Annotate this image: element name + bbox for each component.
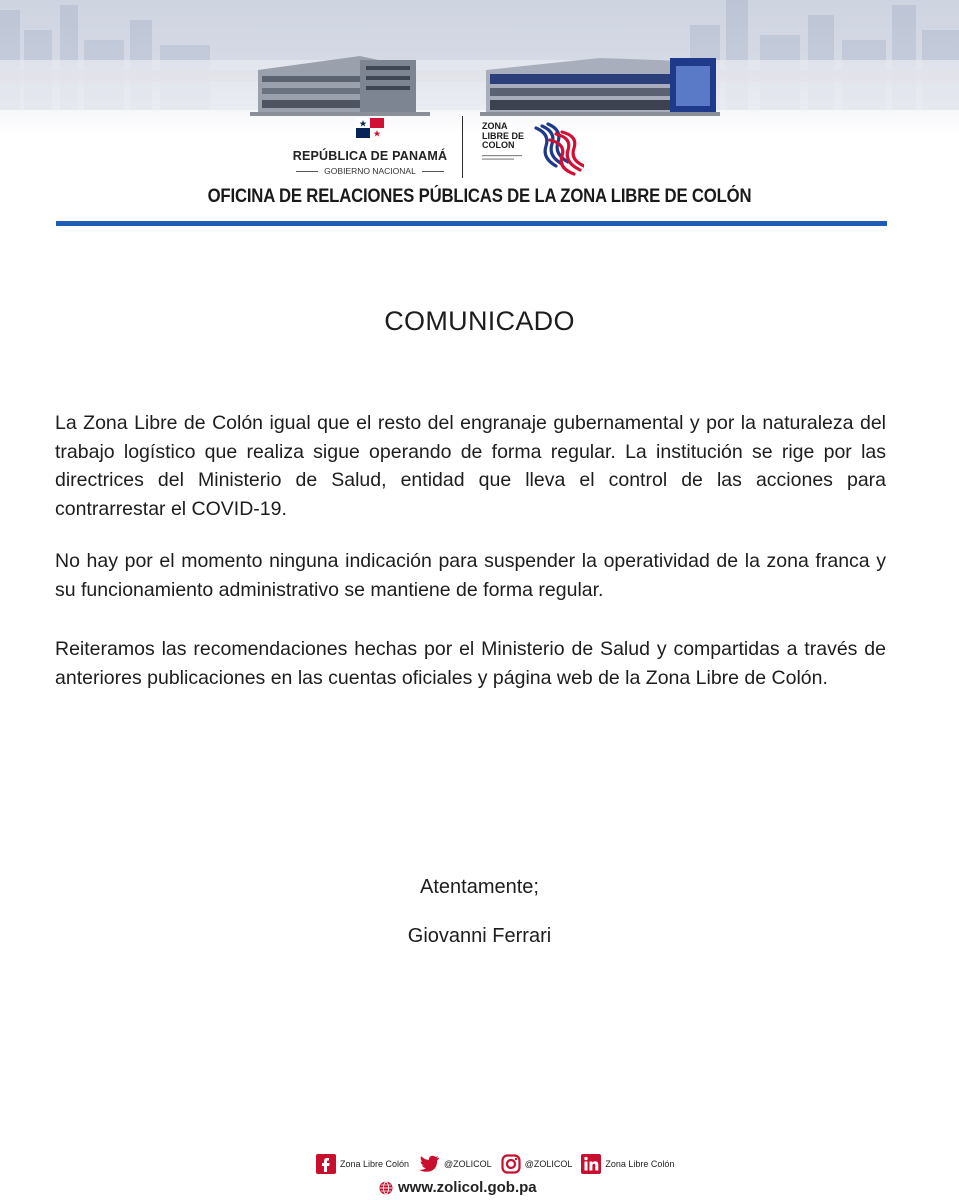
- header-banner: [0, 0, 959, 135]
- government-subtitle-row: [290, 166, 450, 176]
- panama-flag-icon: [356, 118, 384, 138]
- headquarters-buildings-illustration: [240, 50, 720, 122]
- government-logo: [290, 118, 450, 176]
- logo-line-1: ZONA: [482, 121, 508, 131]
- twitter-icon[interactable]: [418, 1155, 440, 1173]
- logo-divider: [462, 116, 463, 178]
- zona-libre-logo-text: [482, 122, 524, 151]
- government-subtitle: GOBIERNO NACIONAL: [324, 166, 416, 176]
- logo-line-2: LIBRE DE: [482, 130, 525, 141]
- signer-name: Giovanni Ferrari: [407, 925, 552, 947]
- government-title: REPÚBLICA DE PANAMÁ: [292, 149, 448, 163]
- divider-line: [422, 171, 444, 172]
- twitter-label[interactable]: @ZOLICOL: [444, 1159, 492, 1169]
- facebook-icon[interactable]: [316, 1154, 336, 1174]
- instagram-icon[interactable]: [501, 1154, 521, 1174]
- globe-icon: [379, 1181, 393, 1195]
- header-divider-rule: [56, 221, 887, 226]
- website-label[interactable]: www.zolicol.gob.pa: [398, 1179, 537, 1196]
- social-links: [316, 1153, 679, 1175]
- linkedin-icon[interactable]: [581, 1154, 601, 1174]
- paragraph-1: La Zona Libre de Colón igual que el resto del engranaje gubernamental y por la naturaleza del trabajo logístico que realiza sigue operando de forma regular. La institución se rige por las directrices del Ministerio de Salud, entidad que lleva el control de las acciones para contrarrestar el COVID-19.: [55, 412, 886, 520]
- paragraph-3: Reiteramos las recomendaciones hechas por el Ministerio de Salud y compartidas a través de anteriores publicaciones en las cuentas oficiales y página web de la Zona Libre de Colón.: [55, 638, 886, 689]
- logo-fine-print: [482, 154, 527, 162]
- zona-libre-emblem-icon: [532, 120, 584, 176]
- instagram-label[interactable]: @ZOLICOL: [524, 1159, 573, 1169]
- facebook-label[interactable]: Zona Libre Colón: [340, 1159, 410, 1169]
- office-title: OFICINA DE RELACIONES PÚBLICAS DE LA ZONA LIBRE DE COLÓN: [207, 186, 752, 207]
- closing-salutation: Atentamente;: [420, 876, 539, 898]
- website-link[interactable]: [379, 1179, 537, 1196]
- paragraph-2: No hay por el momento ninguna indicación para suspender la operatividad de la zona franca y su funcionamiento administrativo se mantiene de forma regular.: [55, 550, 886, 601]
- linkedin-label[interactable]: Zona Libre Colón: [605, 1159, 675, 1169]
- divider-line: [296, 171, 318, 172]
- logo-line-3: COLON: [482, 140, 515, 150]
- document-heading: COMUNICADO: [384, 306, 575, 336]
- zona-libre-logo: [480, 118, 600, 178]
